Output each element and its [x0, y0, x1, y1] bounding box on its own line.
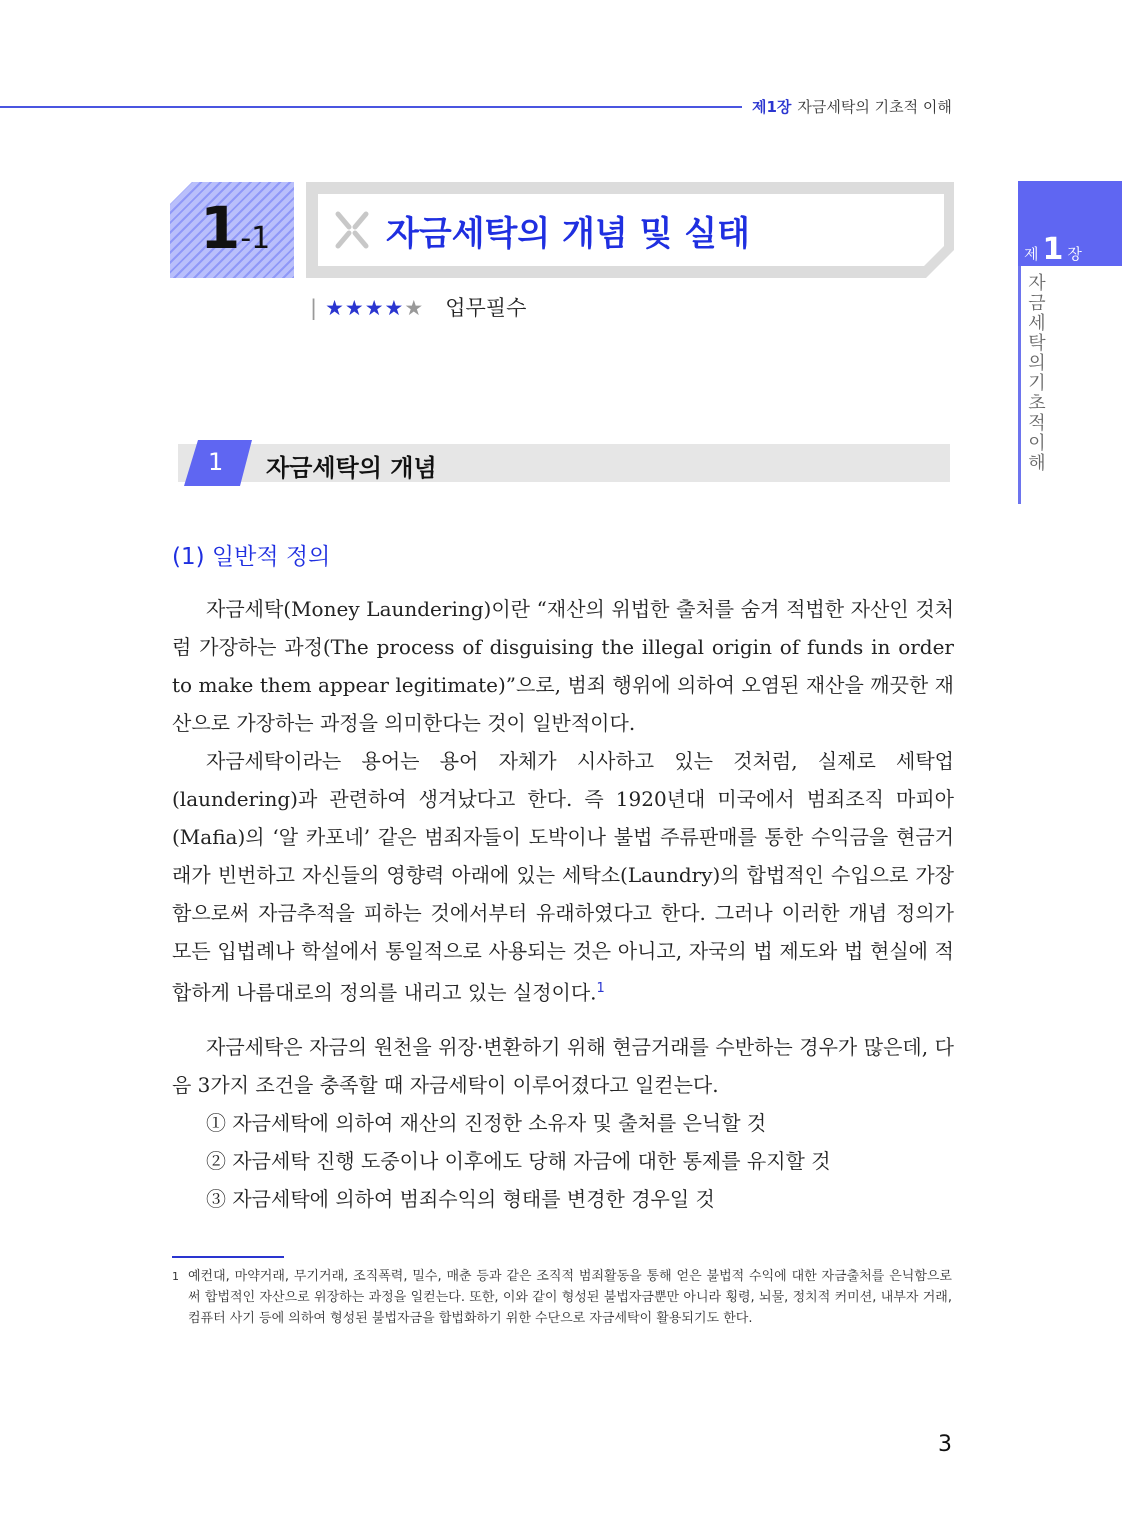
- chapter-tab-line: [1018, 266, 1021, 504]
- paragraph-1: 자금세탁(Money Laundering)이란 “재산의 위법한 출처를 숨겨 적법한 자산인 것처럼 가장하는 과정(The process of disguising the illegal origin of funds in order to make them appear legitimate)”으로, 범죄 행위에 의하여 오염된 재산을 깨끗한 재산으로 가장하는 과정을 의미한다는 것이 일반적이다.: [172, 597, 954, 735]
- footnote-rule: [172, 1256, 284, 1258]
- paragraph-3: 자금세탁은 자금의 원천을 위장·변환하기 위해 현금거래를 수반하는 경우가 많은데, 다음 3가지 조건을 충족할 때 자금세탁이 이루어졌다고 일컫는다.: [172, 1035, 954, 1097]
- paragraph-2: [172, 742, 954, 1012]
- footnote-text: 예컨대, 마약거래, 무기거래, 조직폭력, 밀수, 매춘 등과 같은 조직적 범죄활동을 통해 얻은 불법적 수익에 대한 자금출처를 은닉함으로써 합법적인 자산으로 위장하는 과정을 일컫는다. 또한, 이와 같이 형성된 불법자금뿐만 아니라 횡령, 뇌물, 정치적 커미션, 내부자 거래, 컴퓨터 사기 등에 의하여 형성된 불법자금을 합법화하기 위한 수단으로 자금세탁이 활용되기도 한다.: [188, 1269, 952, 1326]
- header-rule: [0, 106, 742, 108]
- conditions-list: [206, 1104, 831, 1218]
- importance-rating: [310, 292, 526, 322]
- heading-general-definition: (1) 일반적 정의: [172, 544, 331, 570]
- section-title: 자금세탁의 개념 및 실태: [386, 214, 750, 254]
- rating-label: 업무필수: [445, 296, 527, 320]
- page-number: 3: [938, 1432, 952, 1457]
- rating-divider: |: [310, 296, 318, 320]
- footnote: [172, 1266, 952, 1329]
- cross-mark-icon: [334, 210, 370, 250]
- footnote-mark: 1: [172, 1270, 179, 1283]
- running-header: [752, 96, 952, 117]
- chapter-tab-number: 1: [1042, 232, 1064, 267]
- chapter-tab-suffix: 장: [1067, 245, 1082, 263]
- section-number-main: 1: [200, 194, 241, 262]
- chapter-tab-vertical-title: 자금세탁의 기초적 이해: [1028, 273, 1046, 474]
- chapter-tab-prefix: 제: [1024, 245, 1039, 263]
- list-item: ② 자금세탁 진행 도중이나 이후에도 당해 자금에 대한 통제를 유지할 것: [206, 1149, 831, 1173]
- chapter-tab-label: [1024, 232, 1082, 267]
- footnote-reference[interactable]: 1: [596, 981, 605, 996]
- subsection-number: 1: [208, 448, 224, 476]
- list-item: ① 자금세탁에 의하여 재산의 진정한 소유자 및 출처를 은닉할 것: [206, 1111, 767, 1135]
- header-chapter: 제1장: [752, 98, 792, 116]
- subsection-title: 자금세탁의 개념: [266, 454, 437, 482]
- header-title: 자금세탁의 기초적 이해: [797, 98, 952, 116]
- star-filled-icon: ★★★★: [325, 296, 405, 320]
- section-number: [200, 194, 270, 262]
- star-empty-icon: ★: [404, 296, 424, 320]
- list-item: ③ 자금세탁에 의하여 범죄수익의 형태를 변경한 경우일 것: [206, 1187, 715, 1211]
- section-number-sub: -1: [240, 221, 271, 256]
- paragraph-2-text: 자금세탁이라는 용어는 용어 자체가 시사하고 있는 것처럼, 실제로 세탁업(laundering)과 관련하여 생겨났다고 한다. 즉 1920년대 미국에서 범죄조직 마피아(Mafia)의 ‘알 카포네’ 같은 범죄자들이 도박이나 불법 주류판매를 통한 수익금을 현금거래가 빈번하고 자신들의 영향력 아래에 있는 세탁소(Laundry)의 합법적인 수입으로 가장함으로써 자금추적을 피하는 것에서부터 유래하였다고 한다. 그러나 이러한 개념 정의가 모든 입법례나 학설에서 통일적으로 사용되는 것은 아니고, 자국의 법 제도와 법 현실에 적합하게 나름대로의 정의를 내리고 있는 실정이다.: [172, 749, 954, 1005]
